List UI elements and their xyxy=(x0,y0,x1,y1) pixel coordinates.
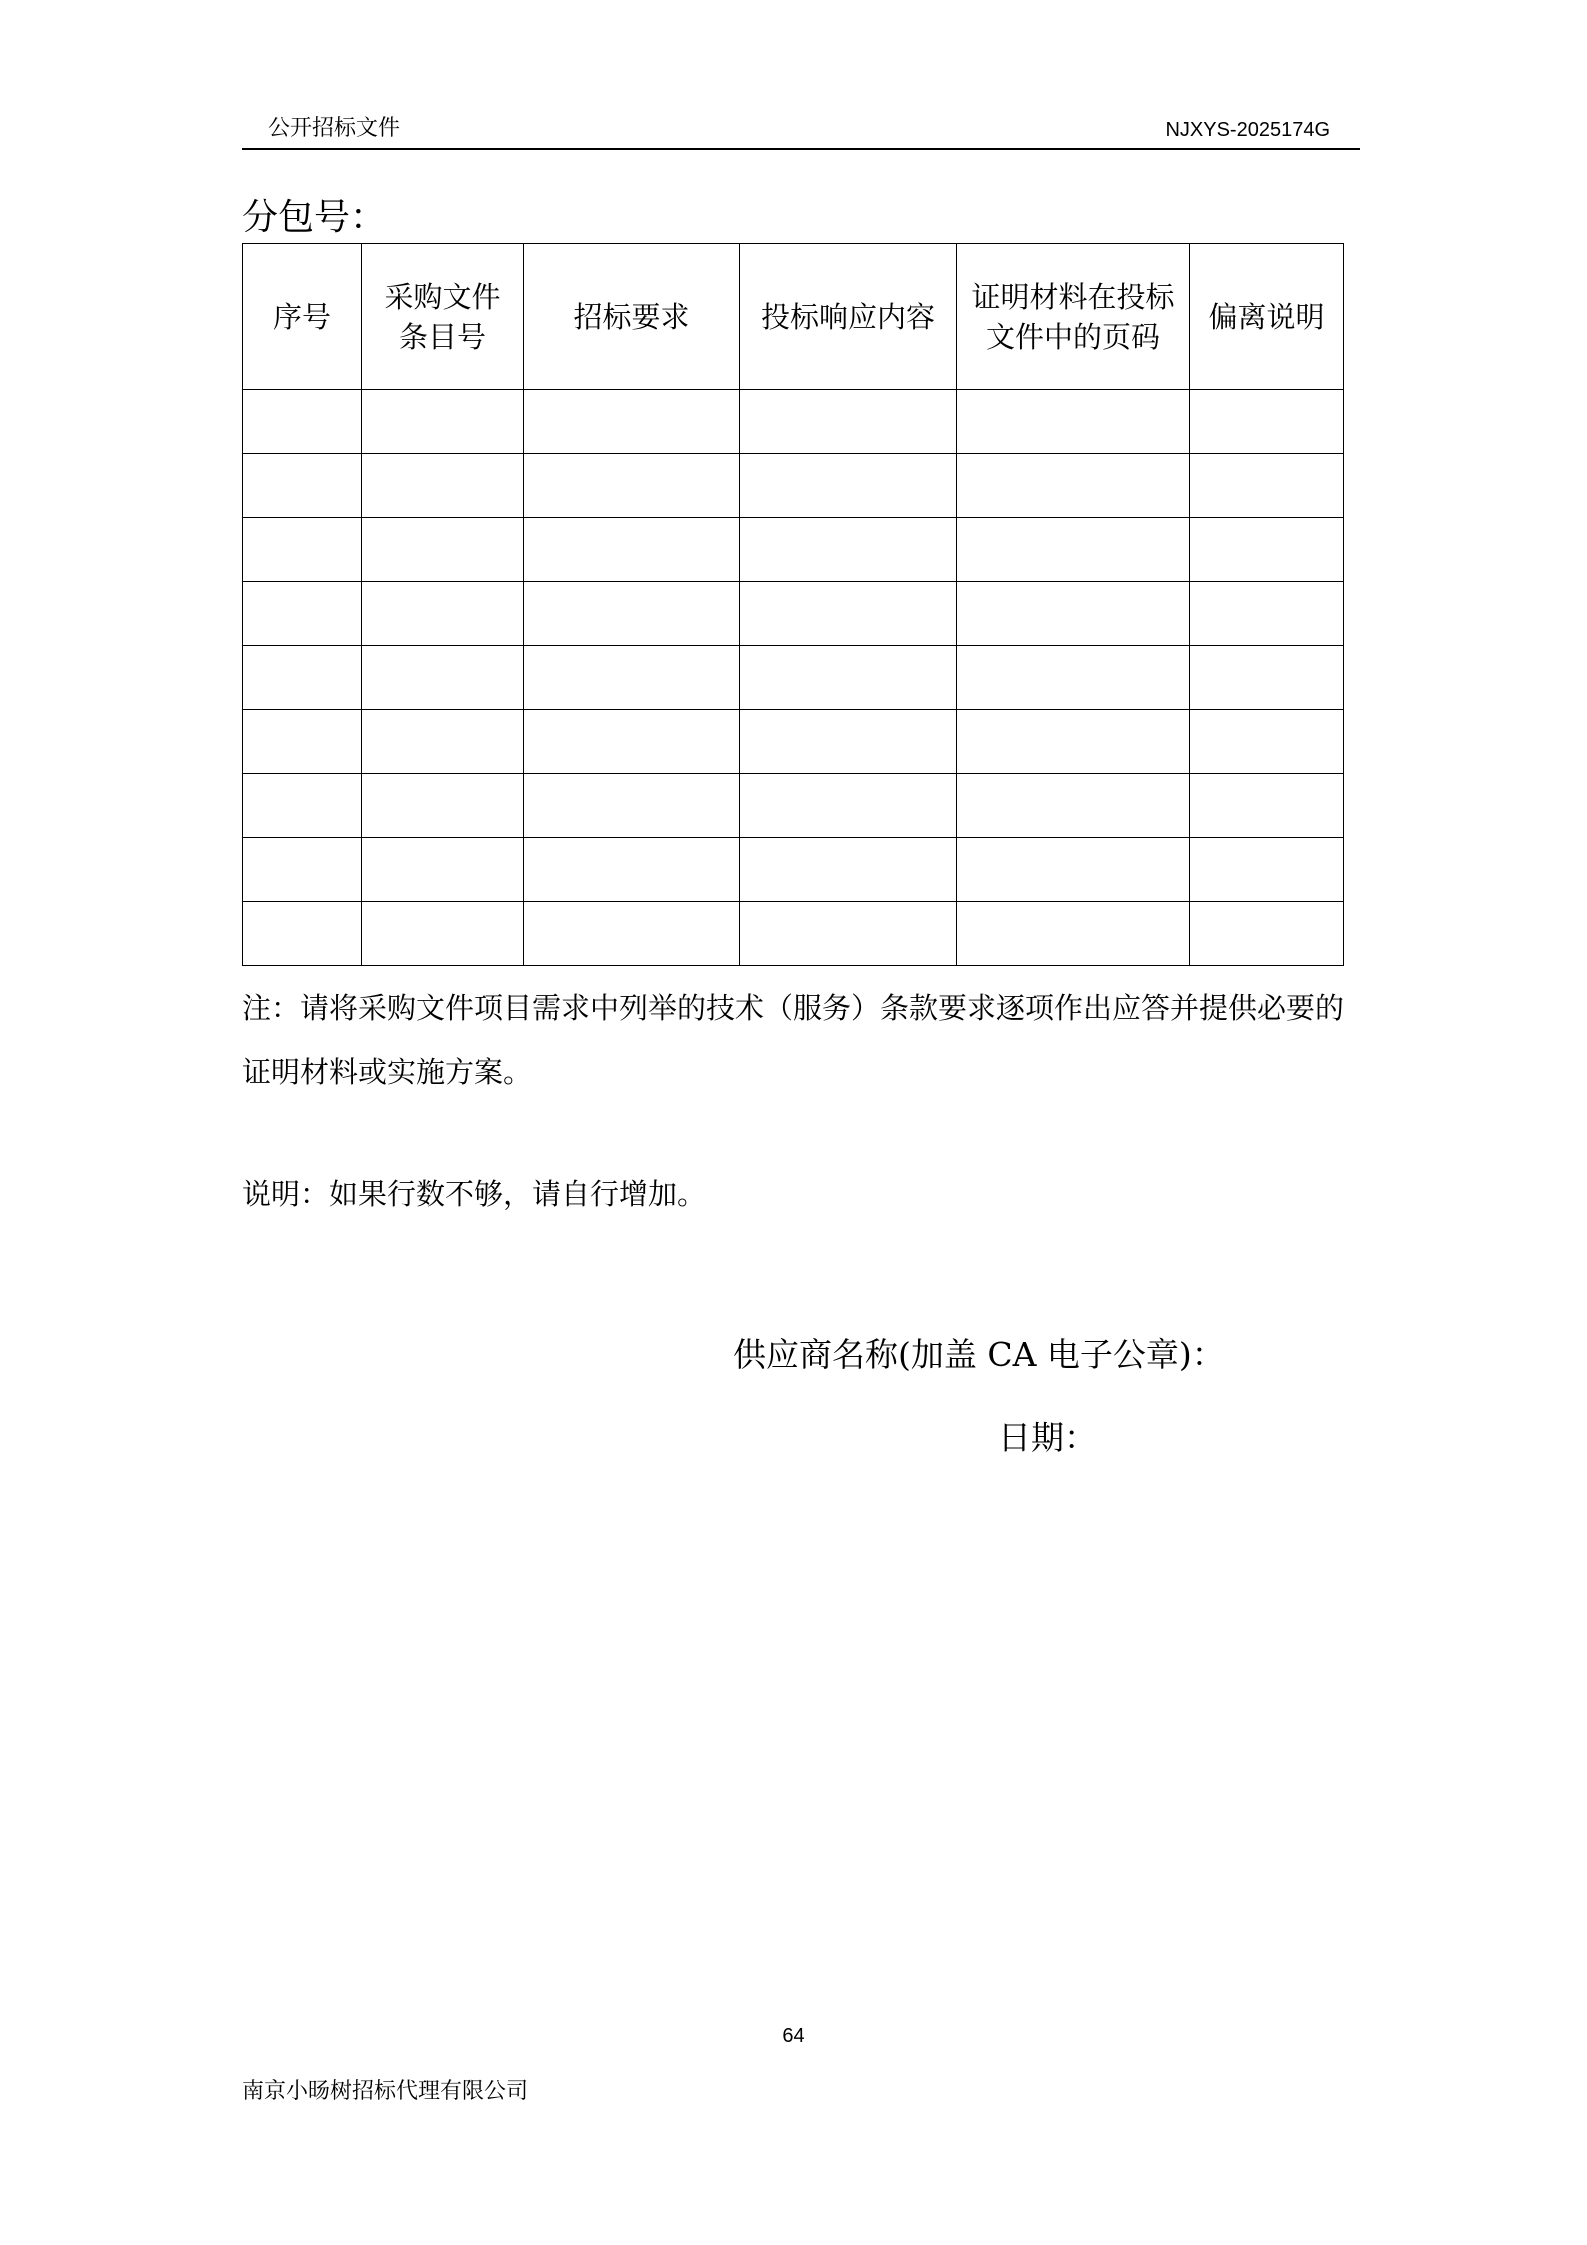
table-cell xyxy=(1190,390,1344,454)
table-cell xyxy=(524,774,740,838)
table-cell xyxy=(362,774,524,838)
table-cell xyxy=(957,582,1190,646)
table-cell xyxy=(362,390,524,454)
table-cell xyxy=(1190,774,1344,838)
header-cell-evidence-page: 证明材料在投标文件中的页码 xyxy=(957,244,1190,390)
table-body xyxy=(243,390,1344,966)
table-cell xyxy=(243,390,362,454)
table-cell xyxy=(957,454,1190,518)
table-cell xyxy=(524,646,740,710)
table-row xyxy=(243,838,1344,902)
table-cell xyxy=(362,518,524,582)
table-cell xyxy=(957,710,1190,774)
table-row xyxy=(243,390,1344,454)
table-cell xyxy=(740,902,957,966)
subpackage-label: 分包号： xyxy=(242,197,387,238)
table-cell xyxy=(524,390,740,454)
table-cell xyxy=(740,582,957,646)
table-cell xyxy=(1190,582,1344,646)
table-cell xyxy=(243,582,362,646)
table-cell xyxy=(740,646,957,710)
footer-company: 南京小旸树招标代理有限公司 xyxy=(242,2079,529,2104)
table-cell xyxy=(1190,902,1344,966)
table-cell xyxy=(362,838,524,902)
table-cell xyxy=(362,582,524,646)
table-row xyxy=(243,646,1344,710)
header-cell-response: 投标响应内容 xyxy=(740,244,957,390)
table-cell xyxy=(1190,518,1344,582)
header-doc-number: NJXYS-2025174G xyxy=(1165,119,1330,141)
table-row xyxy=(243,710,1344,774)
table-cell xyxy=(740,390,957,454)
table-row xyxy=(243,582,1344,646)
table-cell xyxy=(243,454,362,518)
table-cell xyxy=(524,902,740,966)
table-cell xyxy=(524,454,740,518)
table-cell xyxy=(243,518,362,582)
table-row xyxy=(243,454,1344,518)
table-cell xyxy=(740,838,957,902)
table-cell xyxy=(243,774,362,838)
table-cell xyxy=(740,710,957,774)
table-cell xyxy=(243,902,362,966)
table-cell xyxy=(524,582,740,646)
table-cell xyxy=(957,518,1190,582)
page-number: 64 xyxy=(782,2025,805,2047)
table-cell xyxy=(1190,838,1344,902)
header-cell-index: 序号 xyxy=(243,244,362,390)
table-cell xyxy=(362,646,524,710)
header-cell-deviation: 偏离说明 xyxy=(1190,244,1344,390)
table-cell xyxy=(957,774,1190,838)
table-row xyxy=(243,774,1344,838)
header-title: 公开招标文件 xyxy=(268,116,401,141)
table-cell xyxy=(1190,454,1344,518)
header-cell-clause-number: 采购文件条目号 xyxy=(362,244,524,390)
table-cell xyxy=(1190,710,1344,774)
table-cell xyxy=(524,710,740,774)
response-table xyxy=(242,243,1344,966)
explanation-text: 说明：如果行数不够，请自行增加。 xyxy=(242,1177,707,1211)
table-cell xyxy=(524,838,740,902)
table-cell xyxy=(243,710,362,774)
table-cell xyxy=(362,902,524,966)
table-cell xyxy=(243,838,362,902)
supplier-name-label: 供应商名称(加盖 CA 电子公章)： xyxy=(733,1335,1225,1374)
table-cell xyxy=(524,518,740,582)
header-divider xyxy=(242,148,1360,150)
table-cell xyxy=(740,774,957,838)
table-row xyxy=(243,518,1344,582)
table-row xyxy=(243,902,1344,966)
table-cell xyxy=(957,646,1190,710)
table-header-row xyxy=(243,244,1344,390)
table-cell xyxy=(362,710,524,774)
table-cell xyxy=(362,454,524,518)
note-text: 注：请将采购文件项目需求中列举的技术（服务）条款要求逐项作出应答并提供必要的证明材料或实施方案。 xyxy=(242,991,1345,1089)
table-cell xyxy=(957,838,1190,902)
table-cell xyxy=(957,390,1190,454)
header-cell-requirement: 招标要求 xyxy=(524,244,740,390)
table-cell xyxy=(1190,646,1344,710)
table-cell xyxy=(243,646,362,710)
table-cell xyxy=(957,902,1190,966)
table-cell xyxy=(740,518,957,582)
date-label: 日期： xyxy=(998,1418,1097,1457)
table-cell xyxy=(740,454,957,518)
